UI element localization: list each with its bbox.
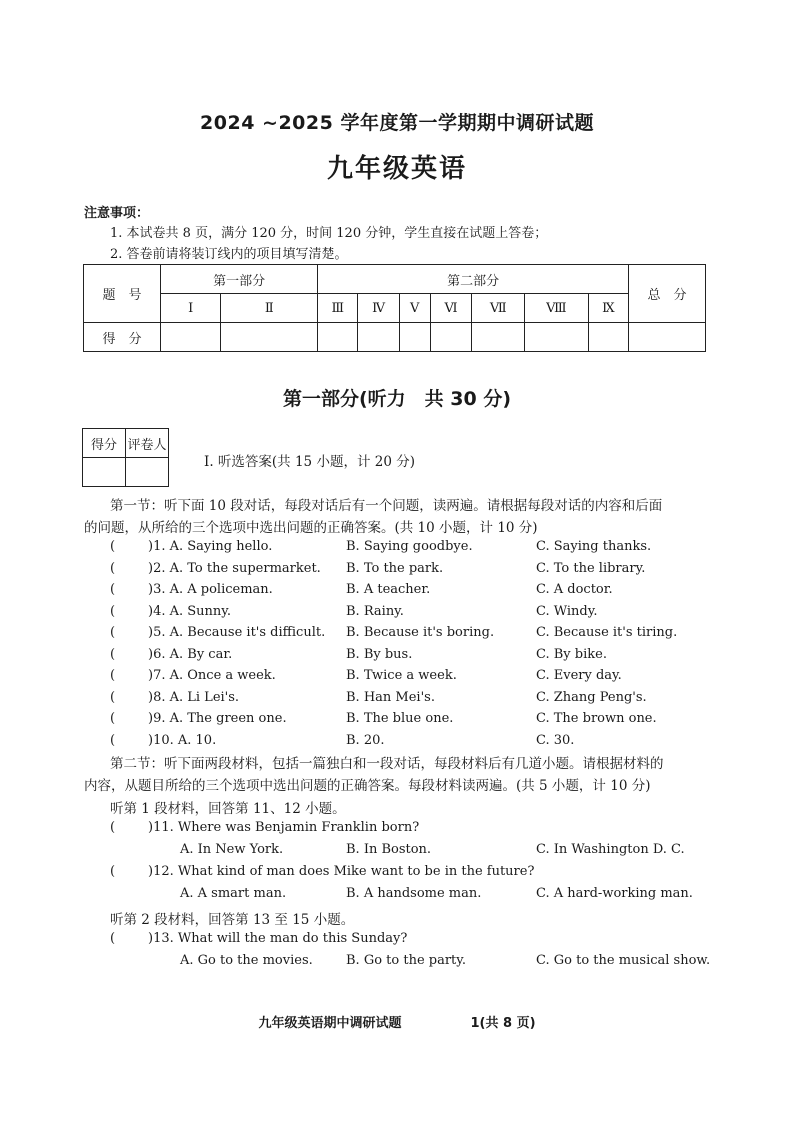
- score-label: 得 分: [84, 323, 161, 352]
- answer-paren[interactable]: (: [110, 668, 116, 683]
- sec1-intro-line2: 的问题，从所给的三个选项中选出问题的正确答案。(共 10 小题，计 10 分): [84, 520, 538, 536]
- sec2-intro-line1: 第二节：听下面两段材料，包括一篇独白和一段对话，每段材料后有几道小题。请根据材料的: [110, 756, 664, 772]
- score-cell[interactable]: [399, 323, 430, 352]
- question-5-option-c: C. Because it's tiring.: [536, 625, 678, 640]
- question-3-option-c: C. A doctor.: [536, 582, 613, 597]
- question-2-option-a: )2. A. To the supermarket.: [148, 561, 321, 576]
- answer-paren[interactable]: (: [110, 690, 116, 705]
- question-6-option-c: C. By bike.: [536, 647, 607, 662]
- answer-paren[interactable]: (: [110, 733, 116, 748]
- total-header: 总 分: [629, 265, 706, 323]
- question-3-option-a: )3. A. A policeman.: [148, 582, 273, 597]
- question-10-option-a: )10. A. 10.: [148, 733, 217, 748]
- question-9-option-c: C. The brown one.: [536, 711, 657, 726]
- question-10-option-b: B. 20.: [346, 733, 385, 748]
- numeral-cell: Ⅰ: [161, 294, 221, 323]
- q13-option-b: B. Go to the party.: [346, 953, 467, 968]
- q12-option-b: B. A handsome man.: [346, 886, 482, 901]
- answer-paren[interactable]: (: [110, 711, 116, 726]
- q11-option-b: B. In Boston.: [346, 842, 432, 857]
- question-7-option-c: C. Every day.: [536, 668, 622, 683]
- part1-header: 第一部分: [161, 265, 318, 294]
- numeral-cell: Ⅴ: [399, 294, 430, 323]
- question-4-option-c: C. Windy.: [536, 604, 598, 619]
- q12-option-a: A. A smart man.: [180, 886, 287, 901]
- page-number: 1(共 8 页): [470, 1016, 536, 1031]
- answer-paren[interactable]: (: [110, 561, 116, 576]
- numeral-cell: Ⅳ: [358, 294, 400, 323]
- question-5-option-b: B. Because it's boring.: [346, 625, 495, 640]
- q13-option-a: A. Go to the movies.: [180, 953, 313, 968]
- score-cell[interactable]: [588, 323, 628, 352]
- score-cell[interactable]: [358, 323, 400, 352]
- section-title: Ⅰ. 听选答案(共 15 小题，计 20 分): [204, 454, 415, 470]
- notice-heading: 注意事项：: [84, 206, 150, 221]
- question-1-option-a: )1. A. Saying hello.: [148, 539, 273, 554]
- question-6-option-b: B. By bus.: [346, 647, 413, 662]
- question-6-option-a: )6. A. By car.: [148, 647, 233, 662]
- answer-paren[interactable]: (: [110, 931, 116, 946]
- question-4-option-b: B. Rainy.: [346, 604, 404, 619]
- numeral-cell: Ⅲ: [318, 294, 358, 323]
- grader-score-label: 得分: [83, 429, 126, 458]
- answer-paren[interactable]: (: [110, 820, 116, 835]
- question-9-option-b: B. The blue one.: [346, 711, 454, 726]
- part1-title: 第一部分(听力 共 30 分): [282, 388, 512, 410]
- question-2-option-c: C. To the library.: [536, 561, 646, 576]
- page-footer: [0, 1012, 794, 1031]
- numeral-cell: Ⅶ: [472, 294, 525, 323]
- q13-option-c: C. Go to the musical show.: [536, 953, 711, 968]
- question-1-option-b: B. Saying goodbye.: [346, 539, 473, 554]
- score-cell[interactable]: [318, 323, 358, 352]
- question-7-option-b: B. Twice a week.: [346, 668, 457, 683]
- material2-instruction: 听第 2 段材料，回答第 13 至 15 小题。: [110, 912, 355, 928]
- notice-item-1: 1. 本试卷共 8 页，满分 120 分，时间 120 分钟，学生直接在试题上答卷；: [110, 226, 548, 241]
- numeral-cell: Ⅱ: [221, 294, 318, 323]
- total-cell[interactable]: [629, 323, 706, 352]
- q11-stem: )11. Where was Benjamin Franklin born?: [148, 820, 420, 835]
- grader-box: [82, 428, 169, 487]
- q11-option-c: C. In Washington D. C.: [536, 842, 685, 857]
- grader-marker-cell[interactable]: [126, 458, 169, 487]
- question-8-option-c: C. Zhang Peng's.: [536, 690, 647, 705]
- question-4-option-a: )4. A. Sunny.: [148, 604, 232, 619]
- question-1-option-c: C. Saying thanks.: [536, 539, 652, 554]
- q11-option-a: A. In New York.: [180, 842, 284, 857]
- score-cell[interactable]: [430, 323, 472, 352]
- answer-paren[interactable]: (: [110, 539, 116, 554]
- material1-instruction: 听第 1 段材料，回答第 11、12 小题。: [110, 801, 346, 817]
- answer-paren[interactable]: (: [110, 604, 116, 619]
- q13-stem: )13. What will the man do this Sunday?: [148, 931, 408, 946]
- question-7-option-a: )7. A. Once a week.: [148, 668, 276, 683]
- question-3-option-b: B. A teacher.: [346, 582, 431, 597]
- question-8-option-b: B. Han Mei's.: [346, 690, 435, 705]
- numeral-cell: Ⅵ: [430, 294, 472, 323]
- score-table: [83, 264, 706, 352]
- score-cell[interactable]: [161, 323, 221, 352]
- score-cell[interactable]: [221, 323, 318, 352]
- notice-item-2: 2. 答卷前请将装订线内的项目填写清楚。: [110, 247, 348, 262]
- answer-paren[interactable]: (: [110, 864, 116, 879]
- q12-option-c: C. A hard-working man.: [536, 886, 693, 901]
- q12-stem: )12. What kind of man does Mike want to be in the future?: [148, 864, 535, 879]
- part2-header: 第二部分: [318, 265, 629, 294]
- question-9-option-a: )9. A. The green one.: [148, 711, 287, 726]
- sec1-intro-line1: 第一节：听下面 10 段对话，每段对话后有一个问题，读两遍。请根据每段对话的内容和后面: [110, 498, 663, 514]
- score-cell[interactable]: [525, 323, 589, 352]
- grader-score-cell[interactable]: [83, 458, 126, 487]
- answer-paren[interactable]: (: [110, 582, 116, 597]
- question-8-option-a: )8. A. Li Lei's.: [148, 690, 240, 705]
- exam-title: 2024 ~2025 学年度第一学期期中调研试题: [200, 112, 594, 134]
- subject-title: 九年级英语: [326, 154, 467, 184]
- answer-paren[interactable]: (: [110, 647, 116, 662]
- numeral-cell: Ⅷ: [525, 294, 589, 323]
- footer-title: 九年级英语期中调研试题: [258, 1016, 402, 1031]
- answer-paren[interactable]: (: [110, 625, 116, 640]
- numeral-cell: Ⅸ: [588, 294, 628, 323]
- question-10-option-c: C. 30.: [536, 733, 575, 748]
- score-cell[interactable]: [472, 323, 525, 352]
- sec2-intro-line2: 内容，从题目所给的三个选项中选出问题的正确答案。每段材料读两遍。(共 5 小题，计 10 分): [84, 778, 651, 794]
- row-label: 题 号: [84, 265, 161, 323]
- grader-marker-label: 评卷人: [126, 429, 169, 458]
- question-2-option-b: B. To the park.: [346, 561, 444, 576]
- question-5-option-a: )5. A. Because it's difficult.: [148, 625, 326, 640]
